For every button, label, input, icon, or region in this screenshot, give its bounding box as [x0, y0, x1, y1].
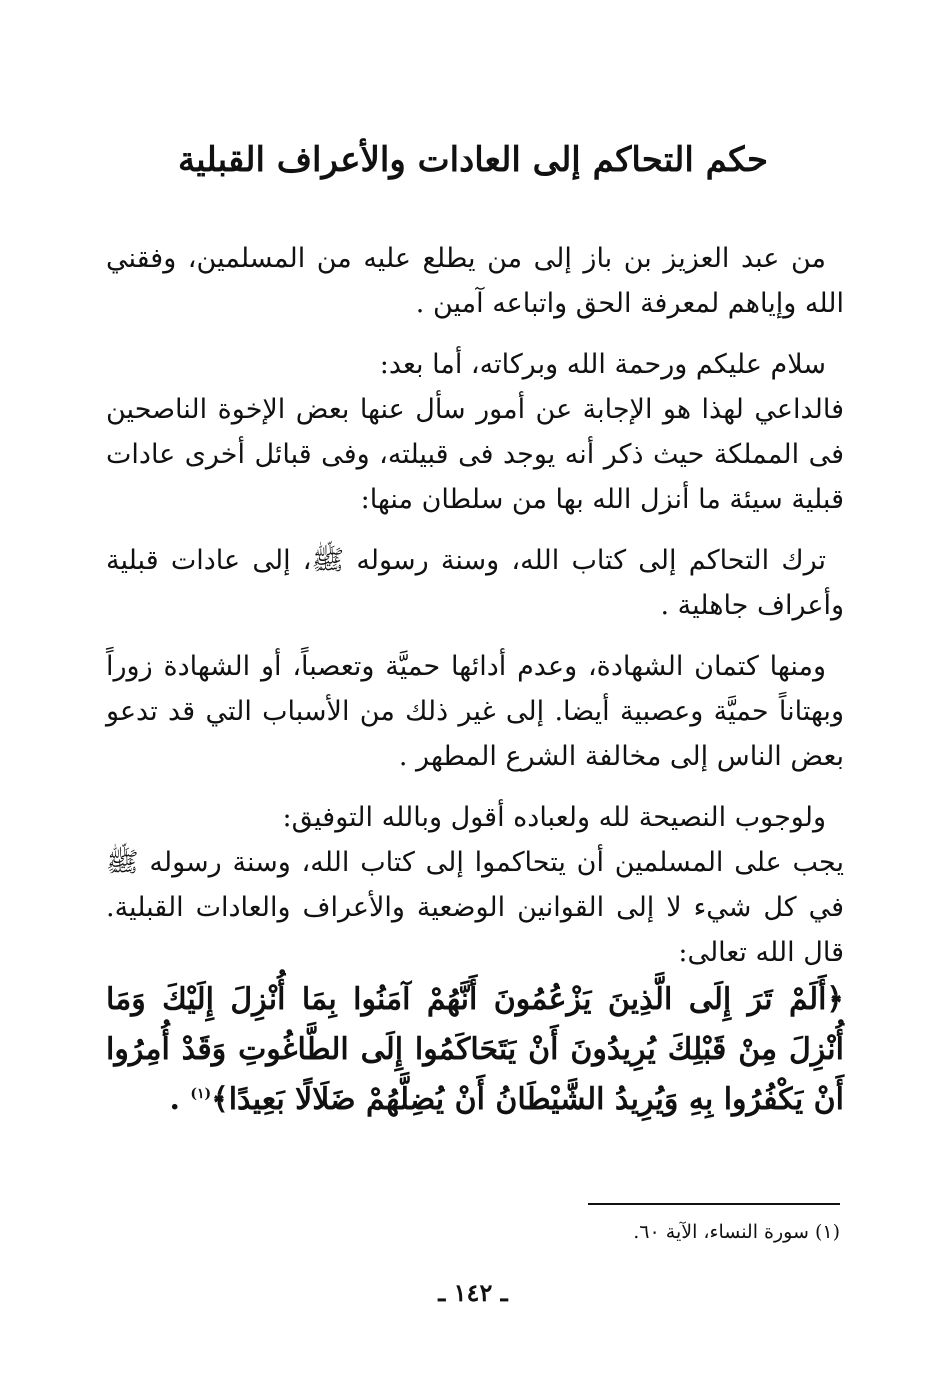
footnote-reference: (١) [190, 1086, 212, 1102]
quran-verse-end: . [169, 1082, 191, 1117]
paragraph-salutation: سلام عليكم ورحمة الله وبركاته، أما بعد: [379, 349, 826, 380]
paragraph-abandon-judgment: ترك التحاكم إلى كتاب الله، وسنة رسوله ﷺ، إلى عادات قبلية وأعراف جاهلية . [106, 545, 844, 621]
paragraph-concealing-testimony: ومنها كتمان الشهادة، وعدم أدائها حميَّة وتعصباً، أو الشهادة زوراً وبهتاناً حميَّة وعصبية أيضا. إلى غير ذلك من الأسباب التي قد تدعو بعض الناس إلى مخالفة الشرع المطهر . [106, 651, 844, 772]
paragraph-greeting-recipient: من عبد العزيز بن باز إلى من يطلع عليه من المسلمين، وفقني الله وإياهم لمعرفة الحق واتباعه آمين . [106, 243, 844, 319]
quran-verse: ﴿أَلَمْ تَرَ إِلَى الَّذِينَ يَزْعُمُونَ أَنَّهُمْ آمَنُوا بِمَا أُنْزِلَ إِلَيْكَ وَمَا أُنْزِلَ مِنْ قَبْلِكَ يُرِيدُونَ أَنْ يَتَحَاكَمُوا إِلَى الطَّاغُوتِ وَقَدْ أُمِرُوا أَنْ يَكْفُرُوا بِهِ وَيُرِيدُ الشَّيْطَانُ أَنْ يُضِلَّهُمْ ضَلَالًا بَعِيدًا﴾ [106, 982, 844, 1117]
footnote: (١) سورة النساء، الآية ٦٠. [633, 1221, 840, 1243]
paragraph-reason: فالداعي لهذا هو الإجابة عن أمور سأل عنها بعض الإخوة الناصحين فى المملكة حيث ذكر أنه يوجد فى قبيلته، وفى قبائل أخرى عادات قبلية سيئة ما أنزل الله بها من سلطان منها: [106, 394, 844, 515]
footnote-divider [588, 1203, 840, 1205]
page-number: ـ ١٤٢ ـ [438, 1278, 508, 1307]
paragraph-advice-intro: ولوجوب النصيحة لله ولعباده أقول وبالله التوفيق: [282, 802, 826, 833]
page-title: حكم التحاكم إلى العادات والأعراف القبلية [177, 140, 769, 180]
paragraph-obligation: يجب على المسلمين أن يتحاكموا إلى كتاب الله، وسنة رسوله ﷺ في كل شيء لا إلى القوانين الوضعية والأعراف والعادات القبلية. قال الله تعالى: [106, 847, 844, 968]
body-text [106, 236, 844, 1125]
quran-verse-block [106, 975, 844, 1125]
